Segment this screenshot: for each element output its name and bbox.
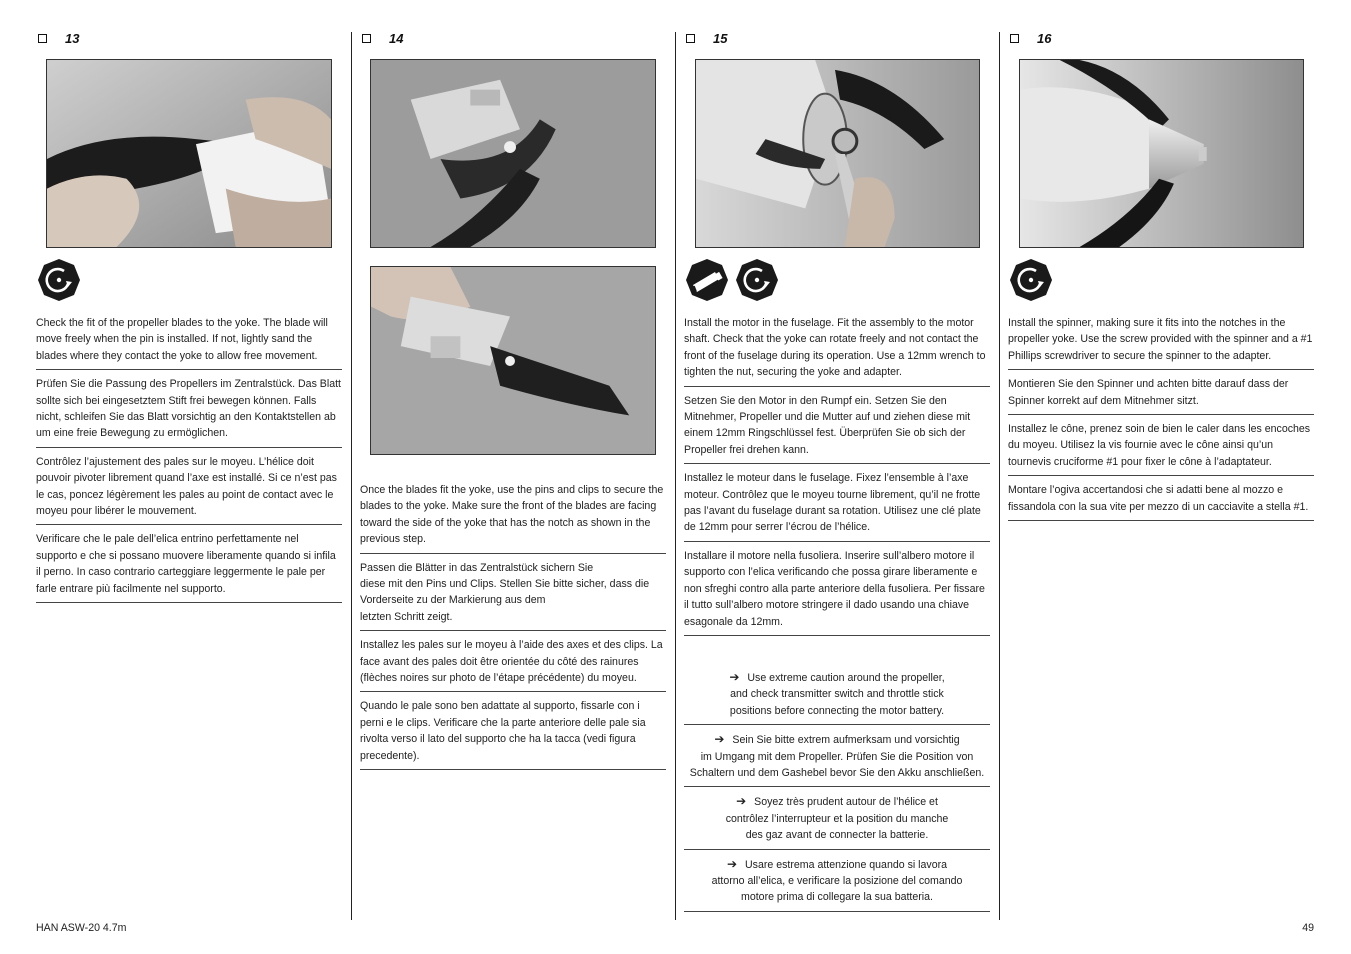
step-16-column xyxy=(1008,28,1314,920)
warning-italian: ➔ Usare estrema attenzione quando si lavora attorno all’elica, e verificare la posizione del comando motore prima di collegare la sua batteria. xyxy=(684,856,990,912)
checkbox-icon[interactable] xyxy=(1010,34,1019,43)
rotation-icon xyxy=(37,258,81,302)
step-14-column xyxy=(360,28,666,920)
step-16-icons xyxy=(1009,258,1053,302)
step-13-header xyxy=(36,28,342,48)
step-14-photo-top xyxy=(370,59,656,248)
instruction-english: Install the motor in the fuselage. Fit the assembly to the motor shaft. Check that the yoke can rotate freely and not contact the front of the fuselage during its operation. Use a 12mm wrench to tighten the nut, securing the yoke and adapter. xyxy=(684,315,990,387)
step-15-column xyxy=(684,28,990,920)
step-13-photo xyxy=(46,59,332,248)
step-14-text xyxy=(360,482,666,776)
step-13-text xyxy=(36,315,342,609)
step-14-header xyxy=(360,28,666,48)
checkbox-icon[interactable] xyxy=(362,34,371,43)
column-divider xyxy=(351,32,352,920)
column-divider xyxy=(999,32,1000,920)
step-16-photo xyxy=(1019,59,1304,248)
instruction-italian: Installare il motore nella fusoliera. Inserire sull’albero motore il supporto con l’elica verificando che possa girare liberamente e non sfreghi contro alla parte anteriore della fusoliera. Per fissare il tutto sull’albero motore stringere il dado usando una chiave esagonale da 12mm. xyxy=(684,548,990,636)
footer-page-number: 49 xyxy=(1302,922,1314,934)
rotation-icon xyxy=(1009,258,1053,302)
rotation-icon xyxy=(735,258,779,302)
arrow-right-icon: ➔ xyxy=(729,670,740,684)
instruction-english: Check the fit of the propeller blades to the yoke. The blade will move freely when the pin is installed. If not, lightly sand the blades where they contact the yoke to allow free movement. xyxy=(36,315,342,370)
instruction-german: Prüfen Sie die Passung des Propellers im Zentralstück. Das Blatt sollte sich bei eingesetztem Stift frei bewegen können. Falls nicht, schleifen Sie das Blatt vorsichtig an den Kontaktstellen ab um eine freie Bewegung zu ermöglichen. xyxy=(36,376,342,448)
checkbox-icon[interactable] xyxy=(686,34,695,43)
arrow-right-icon: ➔ xyxy=(726,856,738,871)
instruction-english: Install the spinner, making sure it fits into the notches in the propeller yoke. Use the screw provided with the spinner and a #1 Phillips screwdriver to secure the spinner to the adapter. xyxy=(1008,315,1314,370)
instruction-french: Installez le cône, prenez soin de bien le caler dans les encoches du moyeu. Utilisez la vis fournie avec le cône ainsi qu’un tournevis cruciforme #1 pour fixer le cône à l’adaptateur. xyxy=(1008,421,1314,476)
glue-tube-icon xyxy=(685,258,729,302)
step-15-photo xyxy=(695,59,980,248)
step-15-text xyxy=(684,315,990,642)
warning-french: ➔ Soyez très prudent autour de l’hélice et contrôlez l’interrupteur et la position du manche des gaz avant de connecter la batterie. xyxy=(684,793,990,849)
step-15-header xyxy=(684,28,990,48)
instruction-french: Installez les pales sur le moyeu à l’aide des axes et des clips. La face avant des pales doit être orientée du côté des rainures (flèches noires sur photo de l’étape précédente) du moyeu. xyxy=(360,637,666,692)
arrow-right-icon: ➔ xyxy=(736,794,747,809)
step-14-photo-bottom xyxy=(370,266,656,455)
step-number: 16 xyxy=(1037,30,1052,46)
step-15-warnings xyxy=(684,669,990,918)
step-13-column xyxy=(36,28,342,920)
step-number: 15 xyxy=(713,30,728,46)
step-number: 13 xyxy=(65,30,80,46)
warning-english: ➔ Use extreme caution around the propeller, and check transmitter switch and throttle stick positions before connecting the motor battery. xyxy=(684,669,990,725)
instruction-italian: Verificare che le pale dell’elica entrino perfettamente nel supporto e che si possano muovere liberamente quando si infila il perno. In caso contrario carteggiare leggermente le pale per farle entrare più facilmente nel supporto. xyxy=(36,531,342,603)
step-16-header xyxy=(1008,28,1314,48)
warning-german: ➔ Sein Sie bitte extrem aufmerksam und vorsichtig im Umgang mit dem Propeller. Prüfen Sie die Position von Schaltern und dem Gashebel bevor Sie den Akku anschließen. xyxy=(684,731,990,787)
instruction-german: Montieren Sie den Spinner und achten bitte darauf dass der Spinner korrekt auf dem Mitnehmer sitzt. xyxy=(1008,376,1314,415)
instruction-french: Contrôlez l’ajustement des pales sur le moyeu. L’hélice doit pouvoir pivoter librement quand l’axe est installé. Si ce n’est pas le cas, poncez légèrement les pales au point de contact avec le moyeu pour libérer le mouvement. xyxy=(36,454,342,526)
instruction-italian: Montare l’ogiva accertandosi che si adatti bene al mozzo e fissandola con la sua vite per mezzo di un cacciavite a stella #1. xyxy=(1008,482,1314,521)
column-divider xyxy=(675,32,676,920)
instruction-english: Once the blades fit the yoke, use the pins and clips to secure the blades to the yoke. Make sure the front of the blades are facing toward the side of the yoke that has the notch as shown in the previous step. xyxy=(360,482,666,554)
instruction-german: Passen die Blätter in das Zentralstück sichern Sie diese mit den Pins und Clips. Stellen Sie bitte sicher, dass die Vorderseite zu der Markierung aus dem letzten Schritt zeigt. xyxy=(360,560,666,632)
step-16-text xyxy=(1008,315,1314,527)
step-number: 14 xyxy=(389,30,404,46)
footer-document-title: HAN ASW-20 4.7m xyxy=(36,922,127,934)
arrow-right-icon: ➔ xyxy=(714,732,725,747)
step-15-icons xyxy=(685,258,779,302)
instruction-french: Installez le moteur dans le fuselage. Fixez l’ensemble à l’axe moteur. Contrôlez que le moyeu tourne librement, qu’il ne frotte pas l’avant du fuselage durant sa rotation. Utilisez une clé plate de 12mm pour serrer l’écrou de l’hélice. xyxy=(684,470,990,542)
checkbox-icon[interactable] xyxy=(38,34,47,43)
instruction-italian: Quando le pale sono ben adattate al supporto, fissarle con i perni e le clips. Verificare che la parte anteriore delle pale sia rivolta verso il lato del supporto che ha la tacca (vedi figura precedente). xyxy=(360,698,666,770)
step-13-icons xyxy=(37,258,81,302)
instruction-german: Setzen Sie den Motor in den Rumpf ein. Setzen Sie den Mitnehmer, Propeller und die Mutter auf und ziehen diese mit einem 12mm Ringschlüssel fest. Überprüfen Sie ob sich der Propeller frei drehen kann. xyxy=(684,393,990,465)
